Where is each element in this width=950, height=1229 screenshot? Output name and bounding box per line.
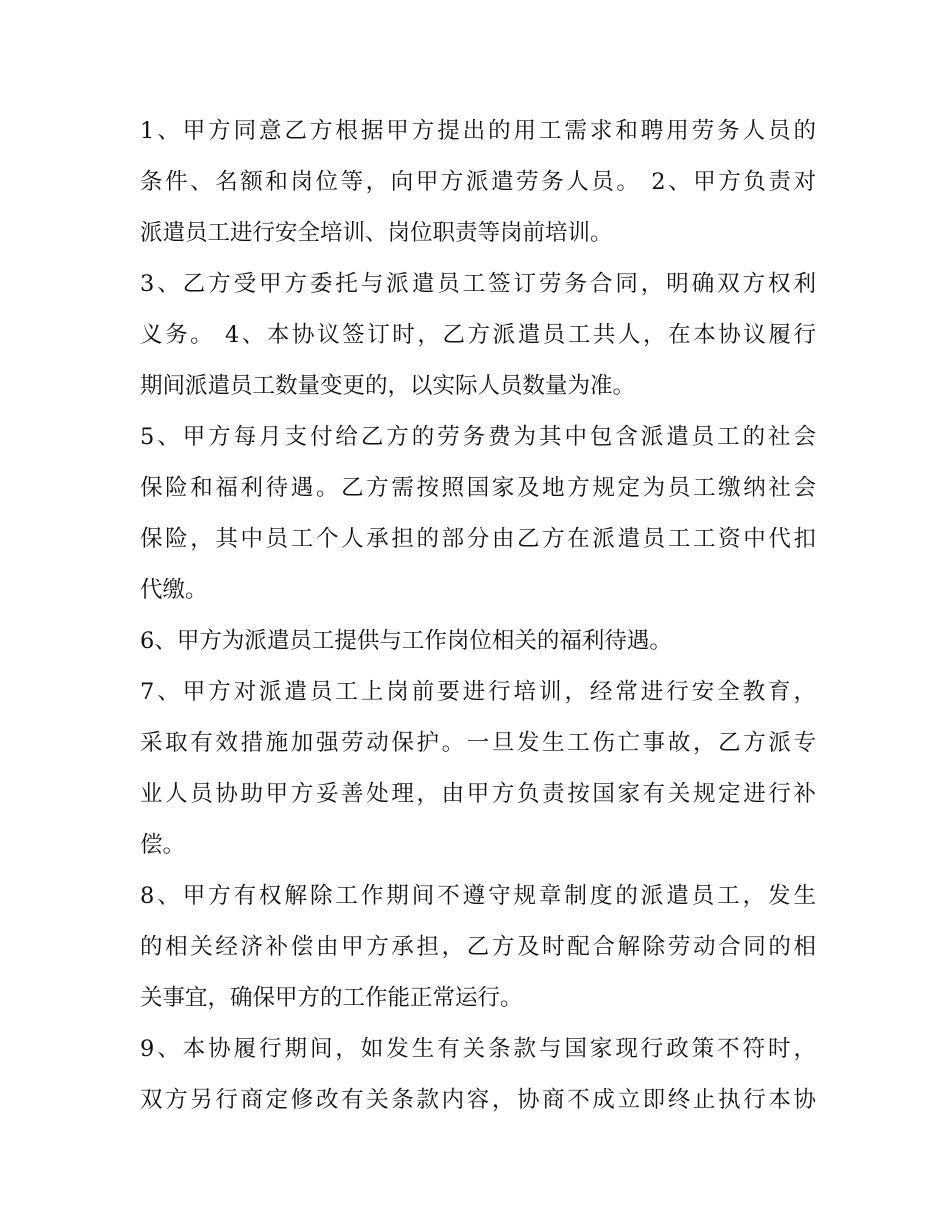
text-line: 6、甲方为派遣员工提供与工作岗位相关的福利待遇。	[140, 628, 672, 654]
text-line: 保险，其中员工个人承担的部分由乙方在派遣员工工资中代扣	[140, 526, 816, 552]
text-line: 期间派遣员工数量变更的，以实际人员数量为准。	[140, 373, 636, 399]
text-line: 3、乙方受甲方委托与派遣员工签订劳务合同，明确双方权利	[140, 271, 816, 297]
text-line: 的相关经济补偿由甲方承担，乙方及时配合解除劳动合同的相	[140, 934, 816, 960]
text-line: 1、甲方同意乙方根据甲方提出的用工需求和聘用劳务人员的	[140, 118, 816, 144]
text-line: 义务。 4、本协议签订时，乙方派遣员工共人，在本协议履行	[140, 322, 816, 348]
text-line: 8、甲方有权解除工作期间不遵守规章制度的派遣员工，发生	[140, 883, 816, 909]
text-line: 5、甲方每月支付给乙方的劳务费为其中包含派遣员工的社会	[140, 424, 816, 450]
text-line: 派遣员工进行安全培训、岗位职责等岗前培训。	[140, 220, 613, 246]
agreement-text	[140, 106, 816, 1126]
text-line: 9、本协履行期间，如发生有关条款与国家现行政策不符时，	[140, 1036, 816, 1062]
text-line: 双方另行商定修改有关条款内容，协商不成立即终止执行本协	[140, 1087, 816, 1113]
text-line: 关事宜，确保甲方的工作能正常运行。	[140, 985, 523, 1011]
text-line: 偿。	[140, 832, 186, 858]
text-line: 条件、名额和岗位等，向甲方派遣劳务人员。 2、甲方负责对	[140, 169, 816, 195]
text-line: 保险和福利待遇。乙方需按照国家及地方规定为员工缴纳社会	[140, 475, 816, 501]
text-line: 7、甲方对派遣员工上岗前要进行培训，经常进行安全教育，	[140, 679, 816, 705]
text-line: 业人员协助甲方妥善处理，由甲方负责按国家有关规定进行补	[140, 781, 816, 807]
text-line: 采取有效措施加强劳动保护。一旦发生工伤亡事故，乙方派专	[140, 730, 816, 756]
text-line: 代缴。	[140, 577, 208, 603]
